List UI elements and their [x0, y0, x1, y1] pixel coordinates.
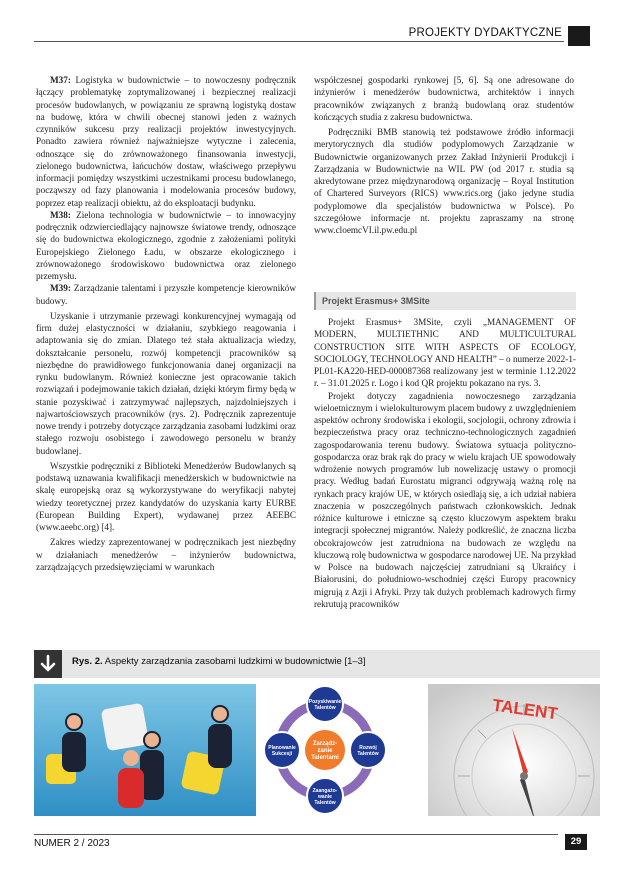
arrow-down-icon [34, 650, 62, 678]
issue-number: NUMER 2 / 2023 [34, 838, 110, 849]
diagram-right-line1: Rozwój [359, 745, 377, 751]
erasmus-section-heading: Projekt Erasmus+ 3MSite [314, 292, 576, 310]
diagram-top-line2: Talentów [314, 705, 336, 711]
paragraph-postgrad: Podręczniki BMB stanowią też podstawowe źródło informacji merytorycznych dla studiów podyplomowych Zarządzanie w Budownictwie organizowanych przez Zakład Inżynierii Produkcji i Zarządzania w Budownictwie na WIL PW (od 2017 r. studia są akredytowane przez międzynarodową organizację – Royal Institution of Chartered Surveyors (RICS) www.rics.org (jako jedyne studia podyplomowe dla specjalistów budownictwa w Polsce). Po szczegółowe informacje nt. projektu zapraszamy na stronę www.cloemcVI.il.pw.edu.pl [314, 127, 574, 235]
diagram-left-line1: Planowanie [268, 745, 296, 751]
paragraph-m37 [36, 74, 296, 209]
header-block [568, 26, 590, 46]
diagram-center-line3: Talentami [311, 755, 339, 761]
paragraph-3msite: Projekt Erasmus+ 3MSite, czyli „MANAGEMENT OF MODERN, MULTIETHNIC AND MULTICULTURAL CONSTRUCTION SITE WITH ASPECTS OF ECOLOGY, SOCIOLOGY, TECHNOLOGY AND HEALTH” – o numerze 2022-1-PL01-KA220-HED-000087368 realizowany jest w terminie 1.12.2022 r. – 31.01.2025 r. Logo i kod QR projektu pokazano na rys. 3. [314, 317, 576, 389]
paragraph-competitive: Uzyskanie i utrzymanie przewagi konkurencyjnej wymagają od firm dużej elastyczności w działaniu, szybkiego reagowania i adaptowania się do zmian. Dlatego też stała aktualizacja wiedzy, dokształcanie personelu, rozwój kompetencji pracowników są niezbędne do prawidłowego funkcjonowania danej organizacji na rynku budowlanym. Również konieczne jest opracowanie takich rozwiązań i podejmowanie takich działań, dzięki którym firmy będą w stanie pozyskiwać i zatrzymywać najlepszych, najzdolniejszych i najwartościowszych pracowników (rys. 2). Podręcznik zaprezentuje nowe trendy i potrzeby dotyczące zarządzania zasobami ludzkimi oraz stałego rozwoju osobistego i zawodowego personelu w branży budowlanej. [36, 310, 296, 456]
m39-label: M39: [50, 283, 71, 294]
figure-images [34, 684, 600, 816]
m37-label: M37: [50, 75, 71, 85]
figure-label: Rys. 2. [72, 656, 103, 667]
talent-compass-photo [428, 684, 600, 816]
m39-text: Zarządzanie talentami i przyszłe kompetencje kierowników budowy. [36, 283, 296, 306]
diagram-center-line2: zanie [317, 748, 333, 754]
diagram-right-line2: Talentów [357, 751, 379, 757]
puzzle-people-photo [34, 684, 256, 816]
paragraph-project: Projekt dotyczy zagadnienia nowoczesnego zarządzania wieloetnicznym i wielokulturowym placem budowy z uwzględnieniem aspektów ochrony środowiska i ekologii, socjologii, ochrony zdrowia i bezpieczeństwa pracy oraz techniczno-technologicznych zagadnień zagospodarowania terenu budowy. Światowa sytuacja polityczno-gospodarcza oraz brak rąk do pracy w wielu krajach UE spowodowały wdrożenie nowych programów lub nowelizację ustawy o promocji pracy. Według badań Eurostatu migranci odgrywają ważną rolę na rynkach pracy krajów UE, w których osiedlają się, a ich udział nabiera znaczenia w poszczególnych państwach członkowskich. Jednak różnice kulturowe i etniczne są często kluczowym aspektem braku integracji społecznej migrantów. Należy podkreślić, że znaczna liczba obcokrajowców jest zatrudniona na budowach ze względu na kluczową rolę budownictwa w gospodarce narodowej UE. Na przykład w Polsce na budowach najczęściej zatrudniani są Ukraińcy i Białorusini, do południowo-wschodniej części Europy pracownicy migrują z Azji i Afryki. Przy tak dużych problemach kadrowych firmy rekrutują pracowników [314, 390, 577, 609]
talent-word: TALENT [491, 695, 559, 724]
m37-text: Logistyka w budownictwie – to nowoczesny podręcznik łączący problematykę zoptymalizowanej i bezpiecznej realizacji procesów budowlanych, w powiązaniu ze sprawną logistyką dostaw na budowę, która w chwili obecnej stanowi jeden z ważnych czynników sukcesu przy realizacji projektów inwestycyjnych. Ponadto zawiera również najważniejsze wytyczne i zalecenia, odnoszące się do zrównoważonego finansowania inwestycji, zielonego budownictwa, łańcuchów dostaw, właściwego przepływu informacji pomiędzy wszystkimi uczestnikami procesu budowlanego, począwszy od fazy planowania i modelowania procesów budowy, poprzez etap realizacji obiektu, aż do eksploatacji budynku. [36, 75, 296, 208]
page-number: 29 [565, 834, 587, 850]
figure-caption-text: Aspekty zarządzania zasobami ludzkimi w budownictwie [1–3] [102, 656, 366, 667]
footer-rule [34, 834, 558, 835]
right-column-top [314, 74, 574, 236]
paragraph-m39 [36, 282, 296, 307]
diagram-bottom-line3: Talentów [314, 800, 336, 806]
figure-caption [72, 650, 366, 674]
diagram-top-line1: Pozyskiwanie [308, 699, 342, 705]
paragraph-m38 [36, 209, 296, 283]
header-rule [34, 41, 564, 42]
section-title: PROJEKTY DYDAKTYCZNE [403, 27, 562, 39]
running-header [34, 26, 590, 46]
diagram-left-line2: Sukcesji [271, 751, 293, 757]
talent-management-diagram [258, 684, 392, 816]
figure-caption-bar [34, 650, 600, 678]
m38-label: M38: [50, 209, 71, 220]
paragraph-knowledge: Zakres wiedzy zaprezentowanej w podręcznikach jest niezbędny w działaniach menedżerów – inżynierów budownictwa, zarządzających przedsięwzięciami w warunkach [36, 537, 296, 572]
m38-text: Zielona technologia w budownictwie – to innowacyjny podręcznik odzwierciedlający najnowsze światowe trendy, odnoszące się do budownictwa ekologicznego, zgodnie z założeniami polityki Europejskiego Zielonego Ładu, w obszarze ekologicznego i zrównoważonego środowiskowo budownictwa oraz zielonego przemysłu. [36, 209, 296, 281]
left-column [36, 74, 296, 573]
paragraph-market: współczesnej gospodarki rynkowej [5, 6]. Są one adresowane do inżynierów i menedżerów budownictwa, architektów i innych pracowników związanych z branżą budowlaną oraz studentów kończących studia z zakresu budownictwa. [314, 75, 574, 122]
paragraph-bmb: Wszystkie podręczniki z Biblioteki Menedżerów Budowlanych są podstawą uznawania kwalifikacji menedżerskich w budownictwie na skalę europejską oraz są wykorzystywane do weryfikacji nabytej wiedzy teoretycznej przez kandydatów do uzyskania karty EURBE (European Building Expert), wydawanej przez AEEBC (www.aeebc.org) [4]. [36, 460, 296, 532]
diagram-bottom-line1: Zaangażo- [312, 788, 338, 794]
diagram-center-line1: Zarządz- [312, 741, 338, 747]
diagram-bottom-line2: wanie [318, 794, 332, 800]
right-column-bottom [314, 316, 576, 610]
